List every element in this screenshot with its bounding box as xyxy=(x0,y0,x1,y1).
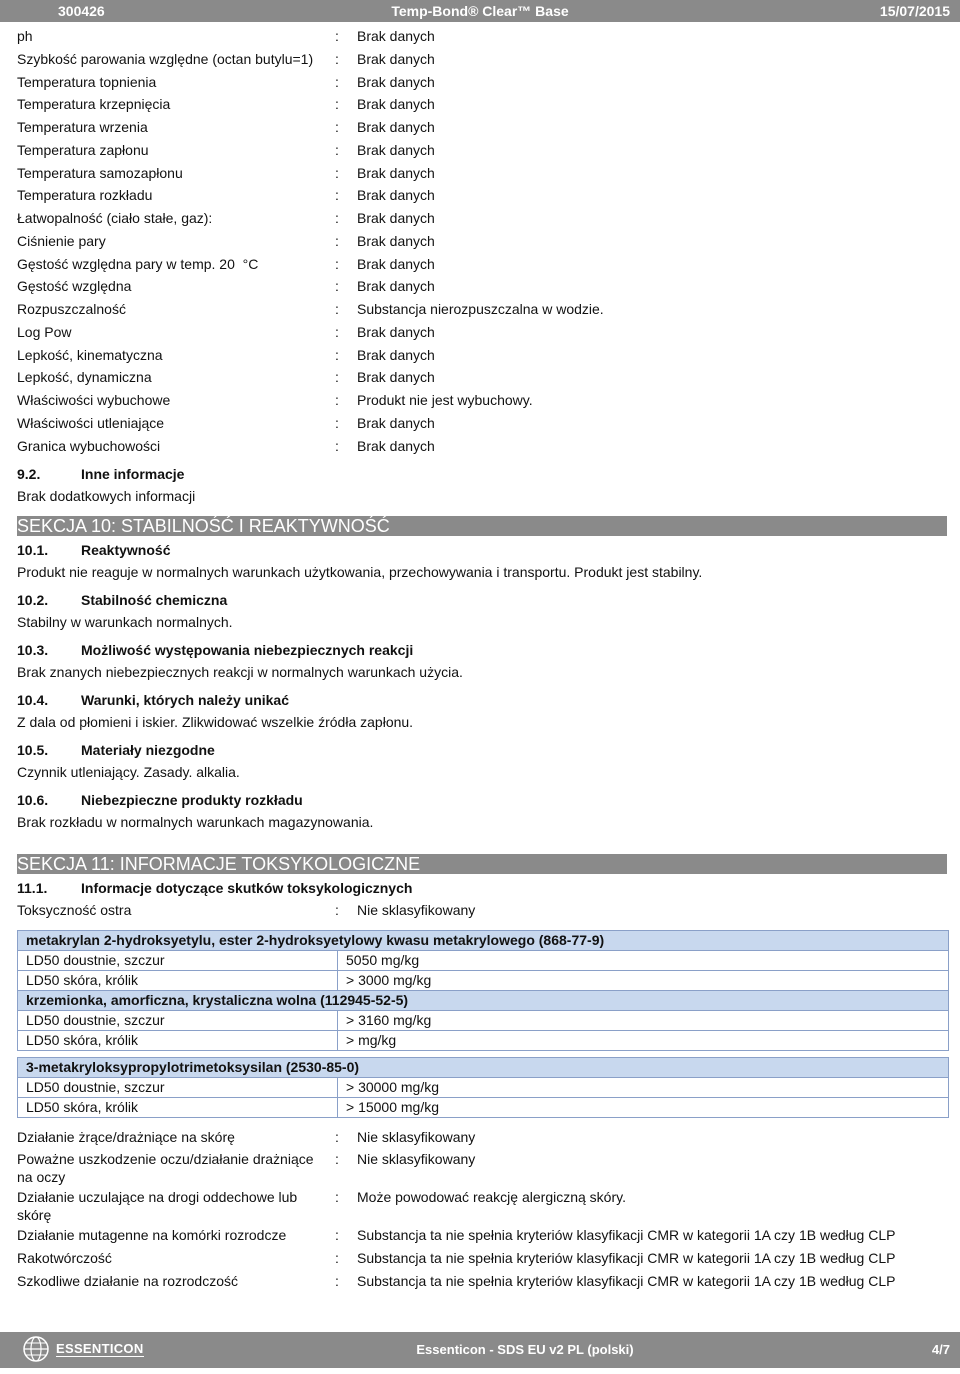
subsection-text: Produkt nie reaguje w normalnych warunkach użytkowania, przechowywania i transportu. Produkt jest stabilny. xyxy=(17,564,703,580)
spacer-row xyxy=(18,1051,949,1058)
colon: : xyxy=(335,232,339,249)
property-row xyxy=(17,275,947,297)
colon: : xyxy=(335,1227,339,1243)
property-value: Brak danych xyxy=(357,255,435,272)
colon: : xyxy=(335,346,339,363)
test-value: > 3160 mg/kg xyxy=(338,1011,949,1031)
acute-toxicity-row: Toksyczność ostra : Nie sklasyfikowany xyxy=(17,902,476,918)
subsection-text: Czynnik utleniający. Zasady. alkalia. xyxy=(17,764,240,780)
test-label: LD50 skóra, królik xyxy=(18,1098,338,1118)
property-label: Temperatura zapłonu xyxy=(17,141,149,158)
property-label: Temperatura samozapłonu xyxy=(17,164,183,181)
property-row xyxy=(17,93,947,115)
footer-document-name: Essenticon - SDS EU v2 PL (polski) xyxy=(416,1342,634,1357)
property-row xyxy=(17,366,947,388)
effect-label: Szkodliwe działanie na rozrodczość xyxy=(17,1273,238,1289)
property-row xyxy=(17,412,947,434)
property-row xyxy=(17,435,947,457)
property-value: Brak danych xyxy=(357,141,435,158)
colon: : xyxy=(335,28,339,44)
colon: : xyxy=(335,414,339,431)
subsection-heading: 9.2. Inne informacje xyxy=(17,466,185,482)
property-row xyxy=(17,344,947,366)
property-label: Właściwości utleniające xyxy=(17,414,165,431)
subsection-heading: 10.1. Reaktywność xyxy=(17,542,171,558)
header-product-code: 300426 xyxy=(58,3,105,19)
table-row xyxy=(18,971,949,991)
property-value: Brak danych xyxy=(357,73,435,90)
property-label: Gęstość względna pary w temp. 20 °C xyxy=(17,255,259,272)
effect-value: Nie sklasyfikowany xyxy=(357,1129,476,1145)
property-label: Ciśnienie pary xyxy=(17,232,106,249)
property-value: Produkt nie jest wybuchowy. xyxy=(357,392,533,408)
property-value: Brak danych xyxy=(357,210,435,226)
colon: : xyxy=(335,255,339,272)
substance-name: metakrylan 2-hydroksyetylu, ester 2-hydroksyetylowy kwasu metakrylowego (868-77-9) xyxy=(18,931,949,951)
property-row xyxy=(17,71,947,93)
substance-name: krzemionka, amorficzna, krystaliczna wolna (112945-52-5) xyxy=(18,991,949,1011)
property-label: Łatwopalność (ciało stałe, gaz): xyxy=(17,210,213,226)
subsection-heading: 10.3. Możliwość występowania niebezpiecznych reakcji xyxy=(17,642,414,658)
subsection-text: Brak dodatkowych informacji xyxy=(17,488,196,504)
property-label: Właściwości wybuchowe xyxy=(17,392,171,408)
property-value: Brak danych xyxy=(357,119,435,135)
property-row xyxy=(17,207,947,229)
page-header xyxy=(0,0,960,22)
effect-label: Działanie uczulające na drogi oddechowe lub skórę xyxy=(17,1189,298,1223)
property-row xyxy=(17,230,947,252)
substance-row xyxy=(18,1058,949,1078)
subsection-heading: 11.1. Informacje dotyczące skutków toksykologicznych xyxy=(17,880,413,896)
colon: : xyxy=(335,1273,339,1289)
property-label: ph xyxy=(17,28,33,44)
effect-value: Substancja ta nie spełnia kryteriów klasyfikacji CMR w kategorii 1A czy 1B według CLP xyxy=(357,1273,896,1289)
property-label: Rozpuszczalność xyxy=(17,301,126,317)
property-value: Brak danych xyxy=(357,50,435,67)
header-product-name: Temp-Bond® Clear™ Base xyxy=(391,3,569,19)
property-value: Brak danych xyxy=(357,323,435,340)
effect-value: Substancja ta nie spełnia kryteriów klasyfikacji CMR w kategorii 1A czy 1B według CLP xyxy=(357,1250,896,1266)
property-row xyxy=(17,116,947,138)
substance-row xyxy=(18,931,949,951)
section-10-title: SEKCJA 10: STABILNOŚĆ I REAKTYWNOŚĆ xyxy=(17,516,947,536)
section-11-title: SEKCJA 11: INFORMACJE TOKSYKOLOGICZNE xyxy=(17,854,947,874)
property-row xyxy=(17,162,947,184)
test-value: 5050 mg/kg xyxy=(338,951,949,971)
page-footer xyxy=(0,1332,960,1368)
test-value: > 30000 mg/kg xyxy=(338,1078,949,1098)
colon: : xyxy=(335,210,339,226)
test-label: LD50 skóra, królik xyxy=(18,971,338,991)
property-row xyxy=(17,48,947,70)
colon: : xyxy=(335,50,339,67)
test-label: LD50 skóra, królik xyxy=(18,1031,338,1051)
subsection-text: Brak znanych niebezpiecznych reakcji w normalnych warunkach użycia. xyxy=(17,664,463,680)
substance-row xyxy=(18,991,949,1011)
property-row xyxy=(17,25,947,47)
colon: : xyxy=(335,164,339,181)
property-label: Log Pow xyxy=(17,323,72,340)
property-value: Brak danych xyxy=(357,164,435,181)
subsection-heading: 10.5. Materiały niezgodne xyxy=(17,742,215,758)
table-row xyxy=(18,951,949,971)
property-value: Brak danych xyxy=(357,28,435,44)
substance-name: 3-metakryloksypropylotrimetoksysilan (2530-85-0) xyxy=(18,1058,949,1078)
table-row xyxy=(18,1031,949,1051)
subsection-text: Brak rozkładu w normalnych warunkach magazynowania. xyxy=(17,814,374,830)
table-row xyxy=(18,1011,949,1031)
effect-label: Działanie mutagenne na komórki rozrodcze xyxy=(17,1227,287,1243)
property-row xyxy=(17,184,947,206)
test-label: LD50 doustnie, szczur xyxy=(18,951,338,971)
property-value: Brak danych xyxy=(357,187,435,204)
property-value: Brak danych xyxy=(357,232,435,249)
effect-value: Nie sklasyfikowany xyxy=(357,1151,476,1167)
effect-value: Może powodować reakcję alergiczną skóry. xyxy=(357,1189,626,1205)
test-label: LD50 doustnie, szczur xyxy=(18,1011,338,1031)
colon: : xyxy=(335,73,339,90)
effect-label: Działanie żrące/drażniące na skórę xyxy=(17,1129,235,1145)
property-value: Brak danych xyxy=(357,278,435,295)
colon: : xyxy=(335,119,339,135)
test-value: > 15000 mg/kg xyxy=(338,1098,949,1118)
colon: : xyxy=(335,392,339,408)
property-row xyxy=(17,253,947,275)
property-label: Gęstość względna xyxy=(17,278,132,295)
header-date: 15/07/2015 xyxy=(879,3,950,19)
subsection-text: Z dala od płomieni i iskier. Zlikwidować wszelkie źródła zapłonu. xyxy=(17,714,414,730)
property-label: Lepkość, dynamiczna xyxy=(17,369,152,386)
property-label: Granica wybuchowości xyxy=(17,437,161,454)
property-value: Brak danych xyxy=(357,369,435,386)
colon: : xyxy=(335,1189,339,1205)
property-label: Temperatura rozkładu xyxy=(17,187,153,204)
colon: : xyxy=(335,437,339,454)
property-row xyxy=(17,321,947,343)
colon: : xyxy=(335,1250,339,1266)
property-value: Substancja nierozpuszczalna w wodzie. xyxy=(357,301,604,317)
property-label: Temperatura krzepnięcia xyxy=(17,96,171,113)
effect-label: Poważne uszkodzenie oczu/działanie drażniące na oczy xyxy=(17,1151,314,1185)
property-value: Brak danych xyxy=(357,414,435,431)
subsection-heading: 10.2. Stabilność chemiczna xyxy=(17,592,228,608)
toxicity-table xyxy=(17,930,949,1118)
brand-name: ESSENTICON xyxy=(56,1341,144,1356)
subsection-heading: 10.4. Warunki, których należy unikać xyxy=(17,692,289,708)
property-value: Brak danych xyxy=(357,96,435,113)
test-value: > mg/kg xyxy=(338,1031,949,1051)
colon: : xyxy=(335,141,339,158)
table-row xyxy=(18,1098,949,1118)
property-row xyxy=(17,139,947,161)
property-row xyxy=(17,298,947,320)
test-value: > 3000 mg/kg xyxy=(338,971,949,991)
colon: : xyxy=(335,96,339,113)
colon: : xyxy=(335,1129,339,1145)
subsection-text: Stabilny w warunkach normalnych. xyxy=(17,614,233,630)
colon: : xyxy=(335,1151,339,1167)
property-label: Temperatura wrzenia xyxy=(17,119,148,135)
test-label: LD50 doustnie, szczur xyxy=(18,1078,338,1098)
table-row xyxy=(18,1078,949,1098)
property-label: Szybkość parowania względne (octan butylu=1) xyxy=(17,50,314,67)
property-label: Lepkość, kinematyczna xyxy=(17,346,163,363)
effect-value: Substancja ta nie spełnia kryteriów klasyfikacji CMR w kategorii 1A czy 1B według CLP xyxy=(357,1227,896,1243)
property-value: Brak danych xyxy=(357,346,435,363)
effect-label: Rakotwórczość xyxy=(17,1250,112,1266)
property-row xyxy=(17,389,947,411)
property-label: Temperatura topnienia xyxy=(17,73,157,90)
property-value: Brak danych xyxy=(357,437,435,454)
page-number: 4/7 xyxy=(931,1342,950,1357)
colon: : xyxy=(335,187,339,204)
colon: : xyxy=(335,369,339,386)
subsection-heading: 10.6. Niebezpieczne produkty rozkładu xyxy=(17,792,303,808)
colon: : xyxy=(335,323,339,340)
colon: : xyxy=(335,301,339,317)
colon: : xyxy=(335,278,339,295)
